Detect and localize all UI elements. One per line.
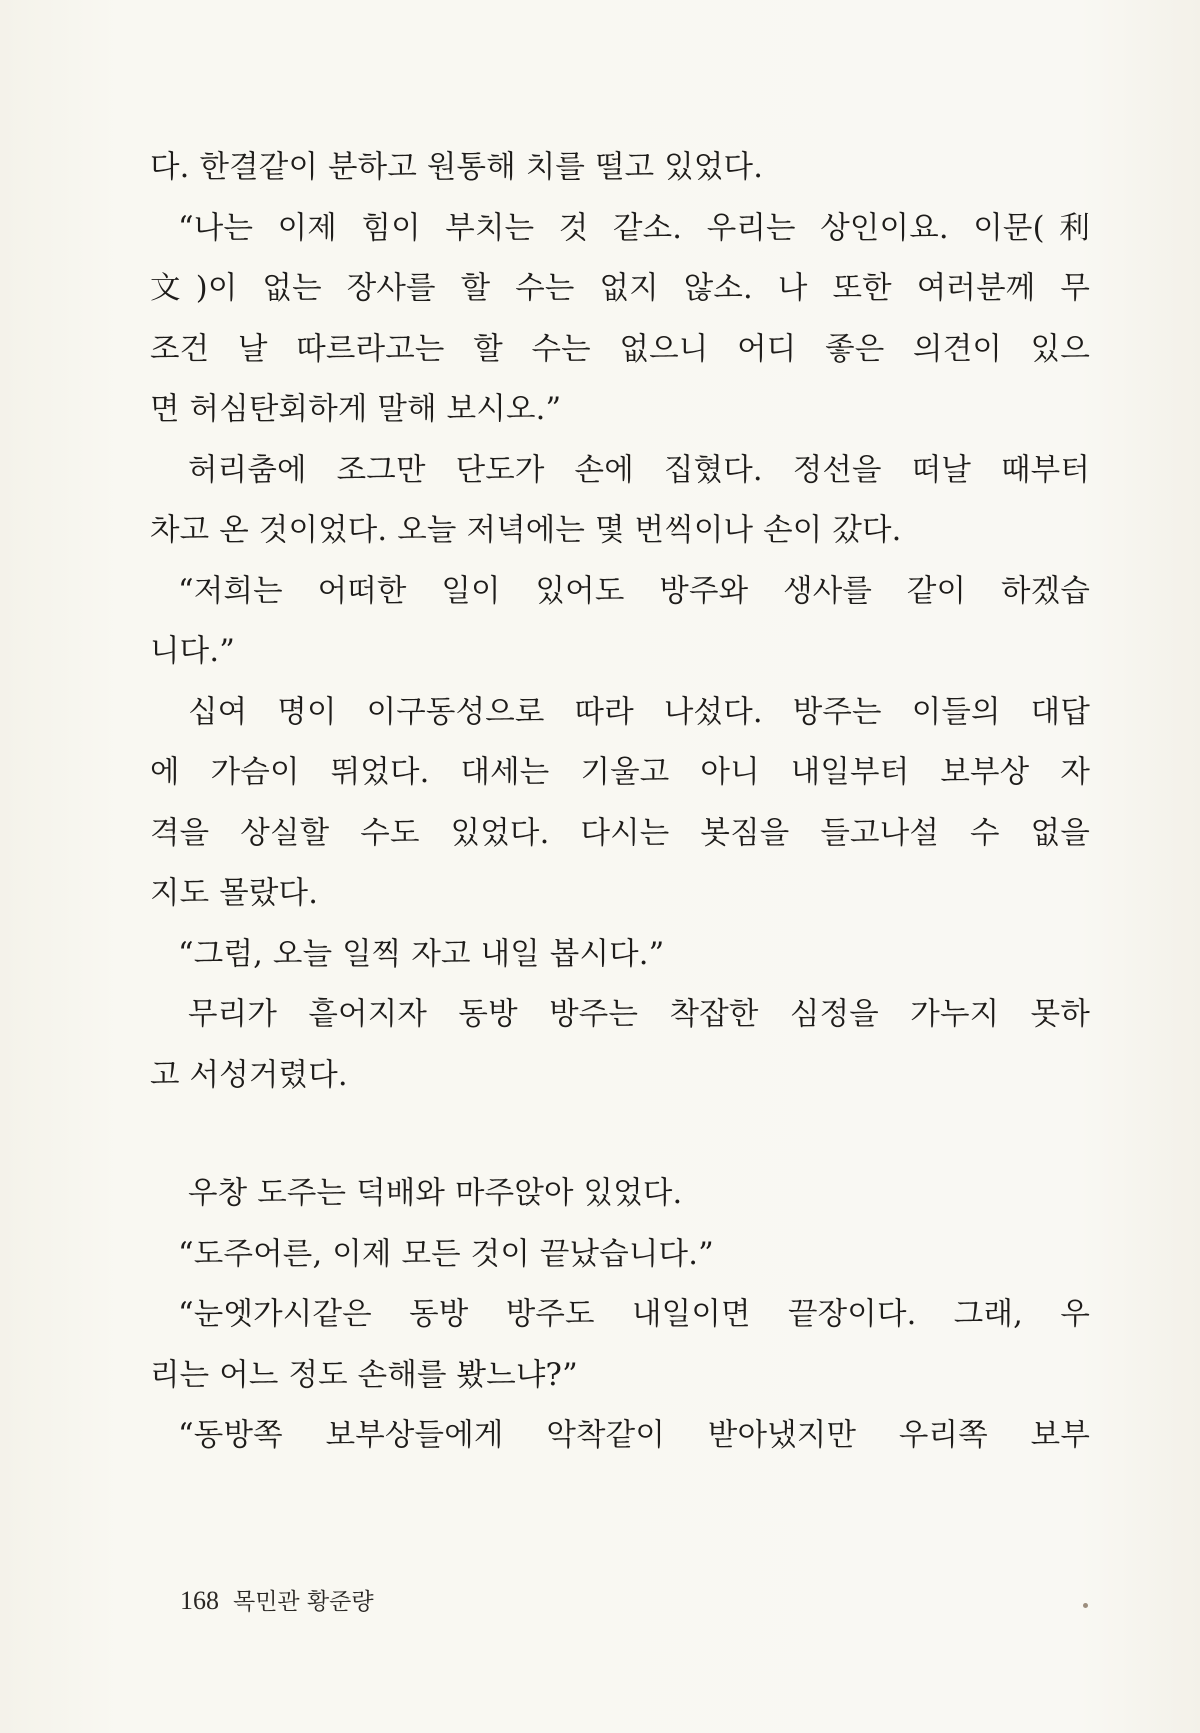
- text-line: 면 허심탄회하게 말해 보시오.”: [150, 392, 562, 427]
- page-footer: [180, 1583, 374, 1616]
- body-text: [150, 138, 1090, 1467]
- text-line: 리는 어느 정도 손해를 봤느냐?”: [150, 1357, 578, 1393]
- text-line: 지도 몰랐다.: [150, 876, 319, 911]
- text-line: 고 서성거렸다.: [150, 1057, 348, 1093]
- ink-speck: [1083, 1603, 1088, 1608]
- text-line: 십여 명이 이구동성으로 따라 나섰다. 방주는 이들의 대답: [188, 694, 1090, 730]
- running-title: 목민관 황준량: [233, 1589, 374, 1615]
- text-line: 차고 온 것이었다. 오늘 저녁에는 몇 번씩이나 손이 갔다.: [150, 513, 902, 548]
- page-number: 168: [180, 1586, 219, 1615]
- text-line: 文)이 없는 장사를 할 수는 없지 않소. 나 또한 여러분께 무: [150, 271, 1090, 306]
- text-line: “눈엣가시같은 동방 방주도 내일이면 끝장이다. 그래, 우: [178, 1297, 1090, 1332]
- text-line: “나는 이제 힘이 부치는 것 같소. 우리는 상인이요. 이문(利: [178, 210, 1090, 246]
- text-line: “도주어른, 이제 모든 것이 끝났습니다.”: [178, 1236, 714, 1272]
- text-line: 조건 날 따르라고는 할 수는 없으니 어디 좋은 의견이 있으: [150, 331, 1090, 367]
- text-line: 무리가 흩어지자 동방 방주는 착잡한 심정을 가누지 못하: [188, 997, 1090, 1032]
- text-line: 에 가슴이 뛰었다. 대세는 기울고 아니 내일부터 보부상 자: [150, 755, 1090, 790]
- text-line: 다. 한결같이 분하고 원통해 치를 떨고 있었다.: [150, 150, 764, 185]
- text-line: “그럼, 오늘 일찍 자고 내일 봅시다.”: [178, 936, 665, 972]
- text-line: 격을 상실할 수도 있었다. 다시는 봇짐을 들고나설 수 없을: [150, 815, 1090, 851]
- text-line: 우창 도주는 덕배와 마주앉아 있었다.: [188, 1176, 683, 1211]
- text-line: 니다.”: [150, 634, 236, 669]
- text-line: “동방쪽 보부상들에게 악착같이 받아냈지만 우리쪽 보부: [178, 1418, 1090, 1453]
- text-line: 허리춤에 조그만 단도가 손에 집혔다. 정선을 떠날 때부터: [188, 452, 1090, 488]
- text-line: “저희는 어떠한 일이 있어도 방주와 생사를 같이 하겠습: [178, 573, 1090, 609]
